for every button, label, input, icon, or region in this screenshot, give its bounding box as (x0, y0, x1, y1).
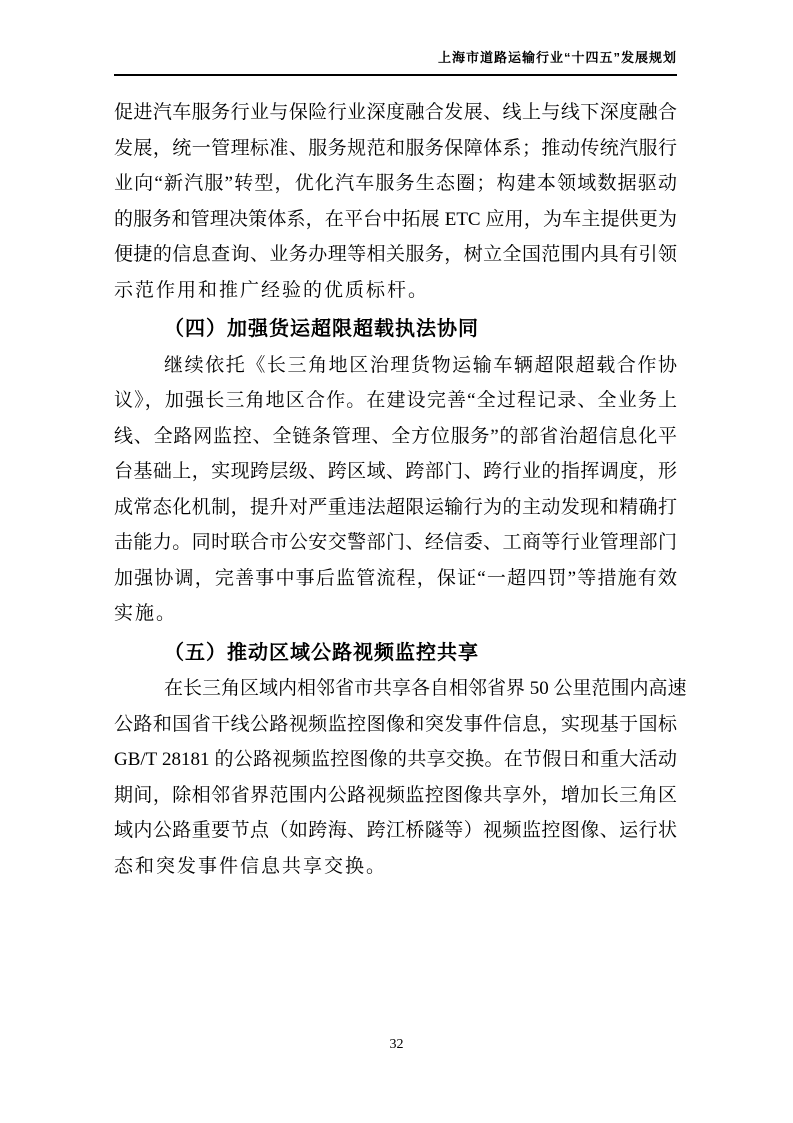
section-heading: （四）加强货运超限超载执法协同 (164, 318, 479, 340)
paragraph (114, 95, 677, 308)
text-line: 议》，加强长三角地区合作。在建设完善“全过程记录、全业务上 (114, 390, 677, 411)
text-line: 公路和国省干线公路视频监控图像和突发事件信息，实现基于国标 (114, 713, 677, 735)
page-number: 32 (389, 1037, 404, 1052)
text-line: 在长三角区域内相邻省市共享各自相邻省界 50 公里范围内高速 (164, 678, 687, 699)
text-line: 态和突发事件信息共享交换。 (114, 855, 388, 877)
text-line: 线、全路网监控、全链条管理、全方位服务”的部省治超信息化平 (114, 425, 677, 447)
paragraph (114, 671, 687, 884)
document-body (114, 95, 687, 884)
running-header-title: 上海市道路运输行业“十四五”发展规划 (437, 50, 677, 65)
text-line: 业向“新汽服”转型，优化汽车服务生态圈；构建本领域数据驱动 (114, 173, 677, 194)
paragraph (114, 348, 677, 632)
text-line: 示范作用和推广经验的优质标杆。 (114, 279, 430, 301)
page-footer (0, 1036, 793, 1054)
text-line: 的服务和管理决策体系，在平台中拓展 ETC 应用，为车主提供更为 (114, 208, 677, 230)
text-line: 成常态化机制，提升对严重违法超限运输行为的主动发现和精确打 (114, 496, 677, 518)
text-line: 发展，统一管理标准、服务规范和服务保障体系；推动传统汽服行 (114, 137, 677, 159)
text-line: 实施。 (114, 603, 178, 624)
text-line: 击能力。同时联合市公安交警部门、经信委、工商等行业管理部门 (114, 532, 677, 553)
text-line: 域内公路重要节点（如跨海、跨江桥隧等）视频监控图像、运行状 (114, 820, 677, 841)
text-line: 继续依托《长三角地区治理货物运输车辆超限超载合作协 (164, 354, 677, 376)
text-line: 便捷的信息查询、业务办理等相关服务，树立全国范围内具有引领 (114, 244, 677, 265)
text-line: 期间，除相邻省界范围内公路视频监控图像共享外，增加长三角区 (114, 784, 677, 806)
text-line: 促进汽车服务行业与保险行业深度融合发展、线上与线下深度融合 (114, 102, 677, 123)
text-line: 加强协调，完善事中事后监管流程，保证“一超四罚”等措施有效 (114, 567, 677, 589)
text-line: 台基础上，实现跨层级、跨区域、跨部门、跨行业的指挥调度，形 (114, 461, 677, 482)
text-line: GB/T 28181 的公路视频监控图像的共享交换。在节假日和重大活动 (114, 749, 677, 770)
section-heading: （五）推动区域公路视频监控共享 (164, 641, 479, 664)
running-header (114, 50, 677, 76)
